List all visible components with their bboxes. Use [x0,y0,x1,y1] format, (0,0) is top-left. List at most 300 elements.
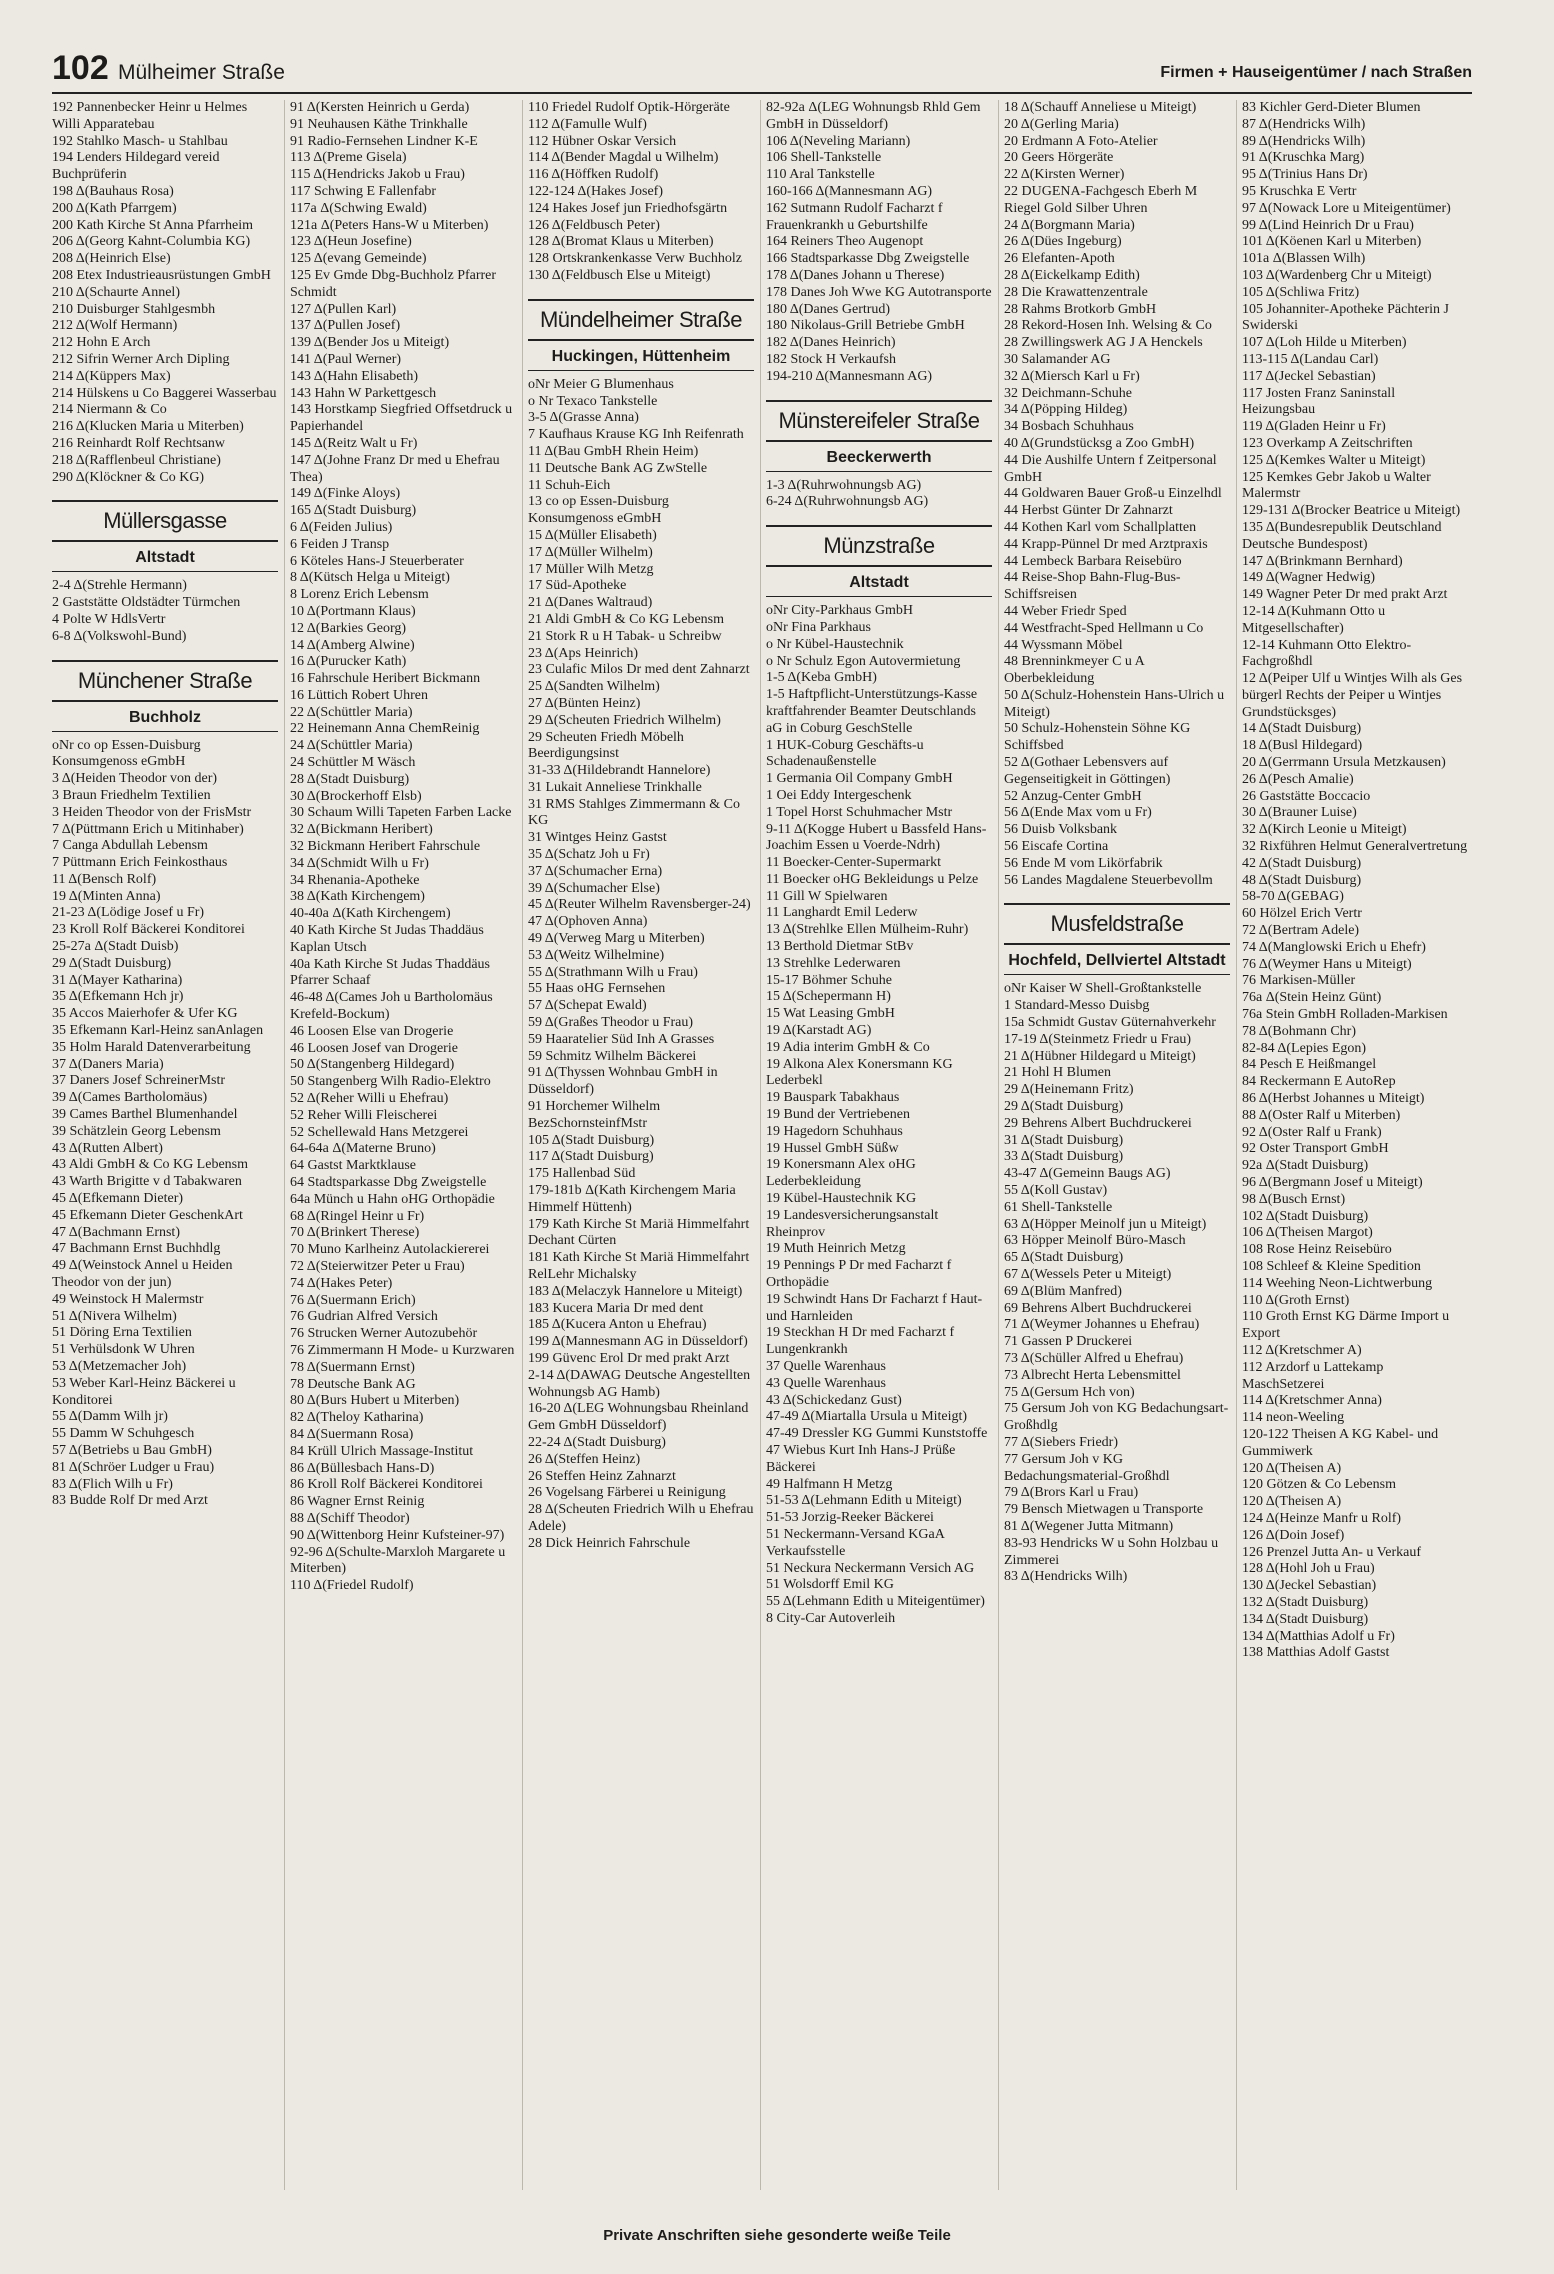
directory-entry: 178 Danes Joh Wwe KG Autotransporte [766,284,992,300]
directory-entry: 82 Δ(Theloy Katharina) [290,1410,424,1426]
directory-entry: 125 Kemkes Gebr Jakob u Walter Malermstr [1242,469,1431,502]
directory-entry: 20 Δ(Gerling Maria) [1004,116,1119,132]
directory-entry: 12-14 Δ(Kuhmann Otto u Mitgesellschafter) [1242,603,1386,636]
directory-entry: 143 Hahn W Parkettgesch [290,385,437,401]
directory-entry: 83 Budde Rolf Dr med Arzt [52,1493,208,1509]
directory-entry: 112 Δ(Famulle Wulf) [528,116,647,132]
directory-entry: 192 Stahlko Masch- u Stahlbau [52,133,228,149]
column-2 [290,100,516,2190]
directory-entry: 44 Kothen Karl vom Schallplatten [1004,519,1197,535]
directory-entry: 110 Friedel Rudolf Optik-Hörgeräte [528,100,730,115]
directory-entry: 56 Eiscafe Cortina [1004,839,1109,855]
directory-entry: 72 Δ(Bertram Adele) [1242,923,1360,939]
directory-entry: 113 Δ(Preme Gisela) [290,150,407,166]
directory-entry: 18 Δ(Busl Hildegard) [1242,738,1363,754]
directory-entry: 98 Δ(Busch Ernst) [1242,1191,1346,1207]
column-divider [998,100,999,2190]
directory-entry: 74 Δ(Manglowski Erich u Ehefr) [1242,939,1426,955]
directory-entry: 117 Δ(Jeckel Sebastian) [1242,368,1376,384]
directory-entry: 214 Hülskens u Co Baggerei Wasserbau [52,385,277,401]
directory-entry: 95 Kruschka E Vertr [1242,183,1357,199]
directory-entry: 105 Δ(Stadt Duisburg) [528,1132,655,1148]
directory-entry: 26 Δ(Pesch Amalie) [1242,771,1354,787]
column-5 [1004,100,1230,2190]
district-name: Hochfeld, Dellviertel Altstadt [1004,945,1230,975]
directory-entry: 1 Topel Horst Schuhmacher Mstr [766,804,953,820]
directory-entry: 166 Stadtsparkasse Dbg Zweigstelle [766,251,970,267]
directory-entry: 13 co op Essen-Duisburg Konsumgenoss eGmbH [528,494,669,527]
directory-entry: 21 Δ(Hübner Hildegard u Miteigt) [1004,1048,1196,1064]
directory-entry: 13 Strehlke Lederwaren [766,955,901,971]
directory-entry: 160-166 Δ(Mannesmann AG) [766,183,933,199]
directory-entry: 55 Damm W Schuhgesch [52,1426,195,1442]
directory-entry: 18 Δ(Schauff Anneliese u Miteigt) [1004,100,1197,115]
section-title: Firmen + Hauseigentümer / nach Straßen [1160,64,1472,81]
directory-entry: 179 Kath Kirche St Mariä Himmelfahrt Dechant Cürten [528,1216,750,1249]
directory-entry: 35 Δ(Efkemann Hch jr) [52,989,184,1005]
directory-entry: 64-64a Δ(Materne Bruno) [290,1141,436,1157]
directory-entry: 149 Δ(Wagner Hedwig) [1242,570,1376,586]
directory-entry: 76 Strucken Werner Autozubehör [290,1326,478,1342]
directory-entry: 1 HUK-Coburg Geschäfts-u Schadenaußenstelle [766,737,924,770]
directory-entry: 44 Reise-Shop Bahn-Flug-Bus-Schiffsreisen [1004,570,1181,603]
directory-entry: 19 Alkona Alex Konersmann KG Lederbekl [766,1056,953,1089]
directory-entry: 123 Overkamp A Zeitschriften [1242,435,1413,451]
directory-entry: o Nr Kübel-Haustechnik [766,636,904,652]
directory-entry: 46-48 Δ(Cames Joh u Bartholomäus Krefeld-Bockum) [290,990,493,1023]
district-name: Beeckerwerth [766,442,992,472]
directory-entry: 57 Δ(Schepat Ewald) [528,998,647,1014]
directory-entry: 194-210 Δ(Mannesmann AG) [766,368,933,384]
directory-columns [52,100,1472,2190]
directory-entry: 126 Δ(Doin Josef) [1242,1527,1345,1543]
directory-entry: 17-19 Δ(Steinmetz Friedr u Frau) [1004,1031,1192,1047]
street-heading-block [766,400,992,472]
directory-entry: 71 Gassen P Druckerei [1004,1334,1133,1350]
directory-entry: 183 Kucera Maria Dr med dent [528,1300,704,1316]
directory-entry: 14 Δ(Amberg Alwine) [290,637,415,653]
directory-entry: 70 Muno Karlheinz Autolackiererei [290,1242,490,1258]
directory-entry: 108 Rose Heinz Reisebüro [1242,1242,1392,1258]
directory-entry: 110 Δ(Groth Ernst) [1242,1292,1350,1308]
directory-entry: 25-27a Δ(Stadt Duisb) [52,939,179,955]
directory-entry: 214 Niermann & Co [52,402,167,418]
directory-entry: 23 Kroll Rolf Bäckerei Konditorei [52,922,245,938]
directory-entry: 35 Accos Maierhofer & Ufer KG [52,1006,238,1022]
directory-entry: 120-122 Theisen A KG Kabel- und Gummiwerk [1242,1426,1439,1459]
directory-entry: 55 Δ(Lehmann Edith u Miteigentümer) [766,1594,985,1610]
street-name: Münchener Straße [52,660,278,702]
directory-entry: 2-14 Δ(DAWAG Deutsche Angestellten Wohnungsb AG Hamb) [528,1367,751,1400]
directory-entry: 105 Johanniter-Apotheke Pächterin J Swiderski [1242,301,1449,334]
directory-entry: 21 Hohl H Blumen [1004,1065,1111,1081]
column-4 [766,100,992,2190]
directory-entry: 137 Δ(Pullen Josef) [290,318,401,334]
directory-entry: 1-3 Δ(Ruhrwohnungsb AG) [766,477,922,493]
directory-entry: 20 Erdmann A Foto-Atelier [1004,133,1158,149]
directory-entry: 59 Δ(Graßes Theodor u Frau) [528,1015,694,1031]
directory-entry: 15 Wat Leasing GmbH [766,1006,895,1022]
directory-entry: 84 Δ(Suermann Rosa) [290,1426,414,1442]
directory-entry: 19 Steckhan H Dr med Facharzt f Lungenkrankh [766,1325,955,1358]
directory-entry: 99 Δ(Lind Heinrich Dr u Frau) [1242,217,1414,233]
directory-entry: 71 Δ(Weymer Johannes u Ehefrau) [1004,1317,1200,1333]
directory-entry: 112 Hübner Oskar Versich [528,133,677,149]
directory-entry: 83-93 Hendricks W u Sohn Holzbau u Zimmerei [1004,1535,1219,1568]
directory-entry: 117 Δ(Stadt Duisburg) [528,1149,654,1165]
directory-entry: 210 Duisburger Stahlgesmbh [52,301,216,317]
directory-entry: 83 Δ(Flich Wilh u Fr) [52,1476,173,1492]
directory-entry: 14 Δ(Stadt Duisburg) [1242,721,1362,737]
directory-entry: 43 Δ(Schickedanz Gust) [766,1392,902,1408]
directory-entry: 8 Δ(Kütsch Helga u Miteigt) [290,570,450,586]
directory-entry: 200 Δ(Kath Pfarrgem) [52,200,177,216]
directory-entry: 32 Δ(Kirch Leonie u Miteigt) [1242,822,1407,838]
directory-entry: 39 Δ(Schumacher Else) [528,880,660,896]
directory-entry: 39 Cames Barthel Blumenhandel [52,1107,238,1123]
directory-entry: 199 Güvenc Erol Dr med prakt Arzt [528,1350,730,1366]
directory-entry: 17 Süd-Apotheke [528,578,627,594]
directory-entry: 52 Reher Willi Fleischerei [290,1107,438,1123]
directory-entry: 40-40a Δ(Kath Kirchengem) [290,906,451,922]
directory-entry: 11 Gill W Spielwaren [766,888,888,904]
directory-entry: 91 Radio-Fernsehen Lindner K-E [290,133,478,149]
directory-entry: 116 Δ(Höffken Rudolf) [528,167,659,183]
directory-entry: 88 Δ(Oster Ralf u Miterben) [1242,1107,1401,1123]
directory-entry: 46 Loosen Josef van Drogerie [290,1040,458,1056]
directory-entry: 30 Salamander AG [1004,351,1111,367]
directory-entry: 199 Δ(Mannesmann AG in Düsseldorf) [528,1334,748,1350]
directory-entry: 19 Δ(Minten Anna) [52,888,161,904]
directory-entry: 22-24 Δ(Stadt Duisburg) [528,1434,666,1450]
directory-entry: 117 Josten Franz Saninstall Heizungsbau [1242,385,1396,418]
directory-entry: 147 Δ(Brinkmann Bernhard) [1242,553,1403,569]
directory-entry: 61 Shell-Tankstelle [1004,1199,1113,1215]
directory-entry: 64a Münch u Hahn oHG Orthopädie [290,1191,495,1207]
directory-entry: 122-124 Δ(Hakes Josef) [528,183,663,199]
directory-entry: 3 Braun Friedhelm Textilien [52,787,211,803]
directory-entry: 6-8 Δ(Volkswohl-Bund) [52,628,187,644]
directory-entry: 39 Δ(Cames Bartholomäus) [52,1090,208,1106]
directory-entry: 70 Δ(Brinkert Therese) [290,1225,420,1241]
directory-entry: 11 Deutsche Bank AG ZwStelle [528,460,708,476]
directory-entry: 20 Δ(Gerrmann Ursula Metzkausen) [1242,755,1446,771]
directory-entry: 28 Δ(Stadt Duisburg) [290,771,410,787]
directory-entry: 290 Δ(Klöckner & Co KG) [52,469,205,485]
directory-entry: 28 Δ(Scheuten Friedrich Wilh u Ehefrau Adele) [528,1502,754,1534]
directory-entry: 11 Δ(Bau GmbH Rhein Heim) [528,443,699,459]
directory-entry: 53 Δ(Metzemacher Joh) [52,1359,187,1374]
directory-entry: 123 Δ(Heun Josefine) [290,234,412,250]
directory-entry: 179-181b Δ(Kath Kirchengem Maria Himmelf Hüttenh) [528,1183,736,1215]
directory-entry: 13 Δ(Strehlke Ellen Mülheim-Ruhr) [766,922,969,938]
directory-entry: 79 Bensch Mietwagen u Transporte [1004,1502,1204,1518]
page-number: 102 [52,49,109,87]
directory-entry: oNr Fina Parkhaus [766,619,871,635]
directory-entry: 78 Δ(Suermann Ernst) [290,1359,415,1375]
directory-entry: 29 Δ(Scheuten Friedrich Wilhelm) [528,712,721,728]
directory-entry: 92 Oster Transport GmbH [1242,1141,1389,1157]
directory-entry: 44 Herbst Günter Dr Zahnarzt [1004,503,1173,519]
directory-entry: 124 Hakes Josef jun Friedhofsgärtn [528,200,728,216]
directory-entry: 125 Ev Gmde Dbg-Buchholz Pfarrer Schmidt [290,267,497,300]
street-heading-block [1004,903,1230,975]
directory-entry: 130 Δ(Jeckel Sebastian) [1242,1578,1377,1594]
directory-entry: 76 Markisen-Müller [1242,973,1356,989]
directory-entry: 82-84 Δ(Lepies Egon) [1242,1040,1367,1056]
directory-entry: 121a Δ(Peters Hans-W u Miterben) [290,217,489,233]
footer-note: Private Anschriften siehe gesonderte weiße Teile [603,2227,951,2244]
directory-entry: 28 Zwillingswerk AG J A Henckels [1004,335,1203,351]
column-1 [52,100,278,2190]
directory-entry: 175 Hallenbad Süd [528,1166,636,1182]
directory-entry: 165 Δ(Stadt Duisburg) [290,503,417,519]
directory-entry: 40a Kath Kirche St Judas Thaddäus Pfarrer Schaaf [290,956,490,989]
directory-entry: 34 Δ(Schmidt Wilh u Fr) [290,855,429,871]
directory-entry: 6 Feiden J Transp [290,536,390,552]
street-name: Müllersgasse [52,500,278,542]
directory-entry: 49 Halfmann H Metzg [766,1476,893,1492]
directory-entry: 101a Δ(Blassen Wilh) [1242,251,1366,267]
directory-entry: 180 Nikolaus-Grill Betriebe GmbH [766,318,965,334]
directory-entry: 129-131 Δ(Brocker Beatrice u Miteigt) [1242,503,1461,519]
directory-entry: 185 Δ(Kucera Anton u Ehefrau) [528,1317,707,1333]
directory-entry: 29 Δ(Stadt Duisburg) [1004,1099,1124,1115]
directory-entry: 56 Duisb Volksbank [1004,822,1118,838]
running-street-title: Mülheimer Straße [118,61,285,84]
directory-entry: 214 Δ(Küppers Max) [52,368,171,384]
directory-entry: 107 Δ(Loh Hilde u Miterben) [1242,335,1407,351]
directory-entry: 3 Δ(Heiden Theodor von der) [52,771,218,787]
directory-entry: 149 Wagner Peter Dr med prakt Arzt [1242,587,1448,603]
directory-entry: 16 Lüttich Robert Uhren [290,687,429,703]
directory-entry: o Nr Texaco Tankstelle [528,393,658,409]
directory-entry: 80 Δ(Burs Hubert u Miterben) [290,1393,460,1409]
directory-entry: 48 Brenninkmeyer C u A Oberbekleidung [1004,654,1144,687]
directory-entry: 28 Δ(Eickelkamp Edith) [1004,267,1140,283]
directory-entry: 212 Sifrin Werner Arch Dipling [52,351,230,367]
directory-entry: 26 Δ(Dües Ingeburg) [1004,234,1122,250]
directory-entry: 35 Holm Harald Datenverarbeitung [52,1039,251,1055]
directory-entry: 84 Reckermann E AutoRep [1242,1074,1396,1090]
directory-entry: 181 Kath Kirche St Mariä Himmelfahrt RelLehr Michalsky [528,1250,750,1282]
directory-entry: 120 Δ(Theisen A) [1242,1494,1342,1510]
directory-entry: 11 Boecker oHG Bekleidungs u Pelze [766,871,979,887]
directory-entry: 75 Δ(Gersum Hch von) [1004,1384,1135,1400]
directory-entry: 49 Weinstock H Malermstr [52,1291,204,1307]
directory-entry: 45 Efkemann Dieter GeschenkArt [52,1207,243,1223]
directory-entry: 51 Δ(Nivera Wilhelm) [52,1308,177,1324]
directory-entry: 20 Geers Hörgeräte [1004,150,1114,166]
directory-entry: 180 Δ(Danes Gertrud) [766,301,891,317]
column-divider [1236,100,1237,2190]
directory-entry: 84 Pesch E Heißmangel [1242,1057,1377,1073]
directory-entry: 43 Aldi GmbH & Co KG Lebensm [52,1157,248,1173]
street-name: Münzstraße [766,525,992,567]
directory-entry: 8 City-Car Autoverleih [766,1610,896,1626]
directory-entry: 128 Δ(Bromat Klaus u Miterben) [528,234,714,250]
directory-entry: 218 Δ(Rafflenbeul Christiane) [52,452,221,468]
directory-entry: 31 Δ(Stadt Duisburg) [1004,1132,1124,1148]
directory-entry: 2 Gaststätte Oldstädter Türmchen [52,595,241,611]
directory-entry: 23 Culafic Milos Dr med dent Zahnarzt [528,662,750,678]
street-name: Mündelheimer Straße [528,299,754,341]
directory-entry: 27 Δ(Bünten Heinz) [528,695,641,711]
directory-entry: 50 Stangenberg Wilh Radio-Elektro [290,1074,491,1090]
directory-entry: 67 Δ(Wessels Peter u Miteigt) [1004,1267,1172,1282]
street-heading-block [52,660,278,732]
directory-entry: 208 Δ(Heinrich Else) [52,251,171,267]
directory-entry: 77 Gersum Joh v KG Bedachungsmaterial-Großhdl [1004,1451,1170,1484]
directory-entry: 86 Δ(Büllesbach Hans-D) [290,1460,435,1476]
directory-entry: 74 Δ(Hakes Peter) [290,1275,393,1291]
directory-entry: 112 Δ(Kretschmer A) [1242,1342,1362,1358]
directory-entry: 76 Gudrian Alfred Versich [290,1309,438,1325]
directory-entry: 48 Δ(Stadt Duisburg) [1242,872,1362,888]
directory-entry: 43 Warth Brigitte v d Tabakwaren [52,1174,242,1190]
district-name: Altstadt [766,567,992,597]
directory-entry: 91 Δ(Kruschka Marg) [1242,150,1365,166]
directory-entry: 12 Δ(Peiper Ulf u Wintjes Wilh als Ges bürgerl Rechts der Peiper u Wintjes Grundstücksges) [1242,671,1463,720]
directory-entry: 83 Kichler Gerd-Dieter Blumen [1242,100,1421,115]
directory-entry: 47-49 Dressler KG Gummi Kunststoffe [766,1426,988,1442]
column-3 [528,100,754,2190]
district-name: Buchholz [52,702,278,732]
directory-entry: 26 Steffen Heinz Zahnarzt [528,1468,676,1484]
directory-entry: 22 DUGENA-Fachgesch Eberh M Riegel Gold Silber Uhren [1004,183,1198,216]
directory-entry: 47 Bachmann Ernst Buchhdlg [52,1241,221,1257]
column-6 [1242,100,1468,2190]
directory-entry: 1-5 Δ(Keba GmbH) [766,670,877,686]
directory-entry: 7 Kaufhaus Krause KG Inh Reifenrath [528,427,744,443]
directory-entry: 90 Δ(Wittenborg Heinr Kufsteiner-97) [290,1527,505,1543]
directory-entry: 78 Δ(Bohmann Chr) [1242,1023,1356,1039]
directory-entry: 11 Schuh-Eich [528,477,611,493]
directory-entry: 110 Groth Ernst KG Därme Import u Export [1242,1309,1450,1342]
directory-entry: 75 Gersum Joh von KG Bedachungsart-Großhdlg [1004,1401,1229,1434]
directory-entry: 25 Δ(Sandten Wilhelm) [528,679,660,695]
directory-entry: 44 Weber Friedr Sped [1004,603,1127,619]
directory-entry: 22 Δ(Schüttler Maria) [290,704,413,720]
directory-entry: 96 Δ(Bergmann Josef u Miteigt) [1242,1175,1423,1190]
directory-entry: 7 Püttmann Erich Feinkosthaus [52,855,228,871]
directory-entry: 23 Δ(Aps Heinrich) [528,645,639,661]
street-heading-block [52,500,278,572]
directory-entry: 19 Hussel GmbH Süßw [766,1140,899,1156]
directory-entry: 19 Δ(Karstadt AG) [766,1023,872,1039]
directory-entry: 19 Schwindt Hans Dr Facharzt f Haut- und Harnleiden [766,1291,983,1324]
directory-entry: 1-5 Haftpflicht-Unterstützungs-Kasse kraftfahrender Beamter Deutschlands aG in Coburg GeschStelle [766,687,978,736]
directory-entry: 120 Δ(Theisen A) [1242,1460,1342,1476]
directory-entry: 1 Standard-Messo Duisbg [1004,998,1150,1014]
directory-entry: 101 Δ(Köenen Karl u Miterben) [1242,234,1422,250]
directory-entry: 19 Adia interim GmbH & Co [766,1039,930,1055]
directory-entry: 124 Δ(Heinze Manfr u Rolf) [1242,1510,1402,1526]
directory-entry: 91 Horchemer Wilhelm BezSchornsteinfMstr [528,1099,661,1131]
directory-entry: 19 Bund der Vertriebenen [766,1107,910,1123]
directory-entry: 114 neon-Weeling [1242,1410,1345,1426]
directory-entry: 45 Δ(Reuter Wilhelm Ravensberger-24) [528,897,751,913]
district-name: Altstadt [52,542,278,572]
directory-entry: 52 Schellewald Hans Metzgerei [290,1124,469,1140]
directory-entry: 47 Δ(Ophoven Anna) [528,914,648,930]
directory-entry: 115 Δ(Hendricks Jakob u Frau) [290,167,465,183]
directory-entry: 10 Δ(Portmann Klaus) [290,603,416,619]
directory-entry: 21 Aldi GmbH & Co KG Lebensm [528,611,724,627]
directory-entry: 31 Δ(Mayer Katharina) [52,972,183,988]
directory-entry: 57 Δ(Betriebs u Bau GmbH) [52,1442,212,1458]
directory-entry: 35 Δ(Schatz Joh u Fr) [528,847,650,863]
directory-entry: 212 Hohn E Arch [52,335,151,351]
directory-entry: 87 Δ(Hendricks Wilh) [1242,116,1366,132]
directory-entry: 1 Oei Eddy Intergeschenk [766,787,912,803]
directory-entry: 76 Δ(Weymer Hans u Miteigt) [1242,956,1412,972]
directory-entry: 178 Δ(Danes Johann u Therese) [766,267,945,283]
directory-entry: 31-33 Δ(Hildebrandt Hannelore) [528,763,711,779]
directory-entry: 84 Krüll Ulrich Massage-Institut [290,1443,474,1459]
directory-entry: 63 Höpper Meinolf Büro-Masch [1004,1233,1186,1249]
directory-entry: 135 Δ(Bundesrepublik Deutschland Deutsche Bundespost) [1242,519,1442,552]
directory-entry: 6 Δ(Feiden Julius) [290,519,393,535]
directory-entry: 44 Die Aushilfe Untern f Zeitpersonal GmbH [1004,452,1217,485]
street-heading-block [528,299,754,371]
directory-entry: 30 Schaum Willi Tapeten Farben Lacke [290,805,512,821]
directory-entry: 51 Neckermann-Versand KGaA Verkaufsstelle [766,1526,945,1559]
directory-entry: 13 Berthold Dietmar StBv [766,939,914,955]
directory-entry: 83 Δ(Hendricks Wilh) [1004,1569,1128,1585]
directory-entry: 44 Goldwaren Bauer Groß-u Einzelhdl [1004,486,1222,502]
directory-entry: 119 Δ(Gladen Heinr u Fr) [1242,419,1386,435]
directory-entry: 19 Hagedorn Schuhhaus [766,1123,903,1139]
directory-entry: 50 Schulz-Hohenstein Söhne KG Schiffsbed [1004,721,1191,754]
directory-entry: 73 Δ(Schüller Alfred u Ehefrau) [1004,1350,1184,1366]
directory-entry: 11 Langhardt Emil Lederw [766,905,918,921]
directory-entry: 37 Δ(Schumacher Erna) [528,863,663,879]
directory-entry: 21 Stork R u H Tabak- u Schreibw [528,628,722,644]
directory-entry: 117 Schwing E Fallenfabr [290,183,437,199]
directory-entry: 126 Δ(Feldbusch Peter) [528,217,660,233]
directory-entry: 73 Albrecht Herta Lebensmittel [1004,1367,1181,1383]
directory-entry: 92 Δ(Oster Ralf u Frank) [1242,1124,1382,1140]
directory-entry: 102 Δ(Stadt Duisburg) [1242,1208,1369,1224]
directory-entry: 91 Δ(Thyssen Wohnbau GmbH in Düsseldorf) [528,1065,718,1098]
directory-entry: 26 Elefanten-Apoth [1004,251,1115,267]
directory-entry: 26 Δ(Steffen Heinz) [528,1451,641,1467]
directory-entry: 19 Bauspark Tabakhaus [766,1090,900,1106]
directory-entry: 76 Zimmermann H Mode- u Kurzwaren [290,1342,515,1358]
directory-entry: 43 Quelle Warenhaus [766,1375,886,1391]
directory-entry: 126 Prenzel Jutta An- u Verkauf [1242,1544,1421,1560]
directory-entry: 3 Heiden Theodor von der FrisMstr [52,804,252,820]
directory-entry: 72 Δ(Steierwitzer Peter u Frau) [290,1258,465,1274]
directory-entry: 15 Δ(Müller Elisabeth) [528,527,657,543]
directory-entry: 216 Δ(Klucken Maria u Miterben) [52,419,244,435]
directory-entry: 33 Δ(Stadt Duisburg) [1004,1149,1124,1165]
directory-entry: 192 Pannenbecker Heinr u Helmes Willi Apparatebau [52,100,248,132]
directory-entry: 147 Δ(Johne Franz Dr med u Ehefrau Thea) [290,452,500,485]
directory-entry: 47 Wiebus Kurt Inh Hans-J Prüße Bäckerei [766,1442,956,1475]
directory-entry: 216 Reinhardt Rolf Rechtsanw [52,435,226,451]
directory-entry: 59 Haaratelier Süd Inh A Grasses [528,1031,715,1047]
directory-entry: 110 Δ(Friedel Rudolf) [290,1578,414,1594]
directory-entry: 79 Δ(Brors Karl u Frau) [1004,1485,1139,1501]
directory-entry: 2-4 Δ(Strehle Hermann) [52,578,187,594]
directory-entry: 37 Δ(Daners Maria) [52,1056,164,1072]
column-divider [522,100,523,2190]
directory-entry: 19 Konersmann Alex oHG Lederbekleidung [766,1157,916,1190]
directory-entry: 19 Pennings P Dr med Facharzt f Orthopädie [766,1258,952,1291]
directory-entry: 212 Δ(Wolf Hermann) [52,318,178,334]
